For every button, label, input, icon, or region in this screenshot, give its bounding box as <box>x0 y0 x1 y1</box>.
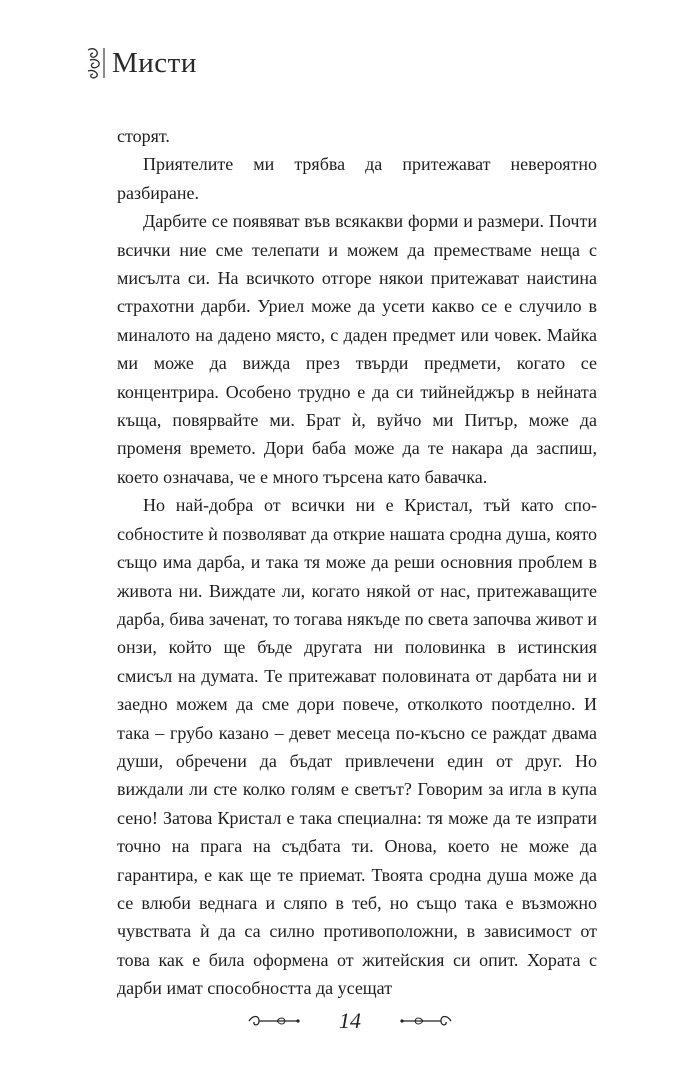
right-flourish-icon <box>399 1013 453 1029</box>
flourish-ornament-icon <box>84 44 110 82</box>
left-flourish-icon <box>247 1013 301 1029</box>
running-title: Мисти <box>112 46 197 79</box>
paragraph: Приятелите ми трябва да притежават невероятно разбиране. <box>117 154 597 203</box>
page-footer <box>0 1008 700 1034</box>
paragraph: сторят. <box>117 126 170 146</box>
paragraph: Но най-добра от всички ни е Кристал, тъй като способностите ѝ позволяват да открие нашата сродна душа, която също има дарба, и така тя може да реши основния проблем в живота ни. Виждате ли, когато някой от нас, притежаващите дарба, бива заченат, то тогава някъде по света започва живот и онзи, който ще бъде другата ни половинка в истинския смисъл на думата. Те притежават половината от дарбата ни и заедно можем да сме дори повече, отколкото поотделно. И така – грубо казано – девет месеца по-късно се раждат двама души, обречени да бъдат привлечени един от друг. Но виждали ли сте колко голям е светът? Говорим за игла в купа сено! Затова Кристал е така специална: тя може да те изпрати точно на прага на съдбата ти. Онова, което не може да гарантира, е как ще те приемат. Твоята сродна душа може да се влюби веднага и сляпо в теб, но също така е възможно чувствата ѝ да са силно противоположни, в зависимост от това как е била оформена от житейския си опит. Хората с дарби имат способността да усещат <box>117 495 597 999</box>
page-body <box>117 122 597 1003</box>
running-header <box>84 44 197 82</box>
paragraph: Дарбите се появяват във всякакви форми и размери. Почти всички ние сме телепати и можем да преместваме неща с мисълта си. На всичкото отгоре някои притежават наистина страхотни дарби. Уриел може да усети какво се е случило в миналото на дадено място, с даден предмет или човек. Майка ми може да вижда през твърди предмети, когато се концентрира. Особено трудно е да си тийнейджър в нейната къща, повярвайте ми. Брат ѝ, вуйчо ми Питър, може да променя времето. Дори баба може да те накара да заспиш, което означава, че е много търсена като бавачка. <box>117 211 597 487</box>
page-number: 14 <box>339 1008 361 1033</box>
